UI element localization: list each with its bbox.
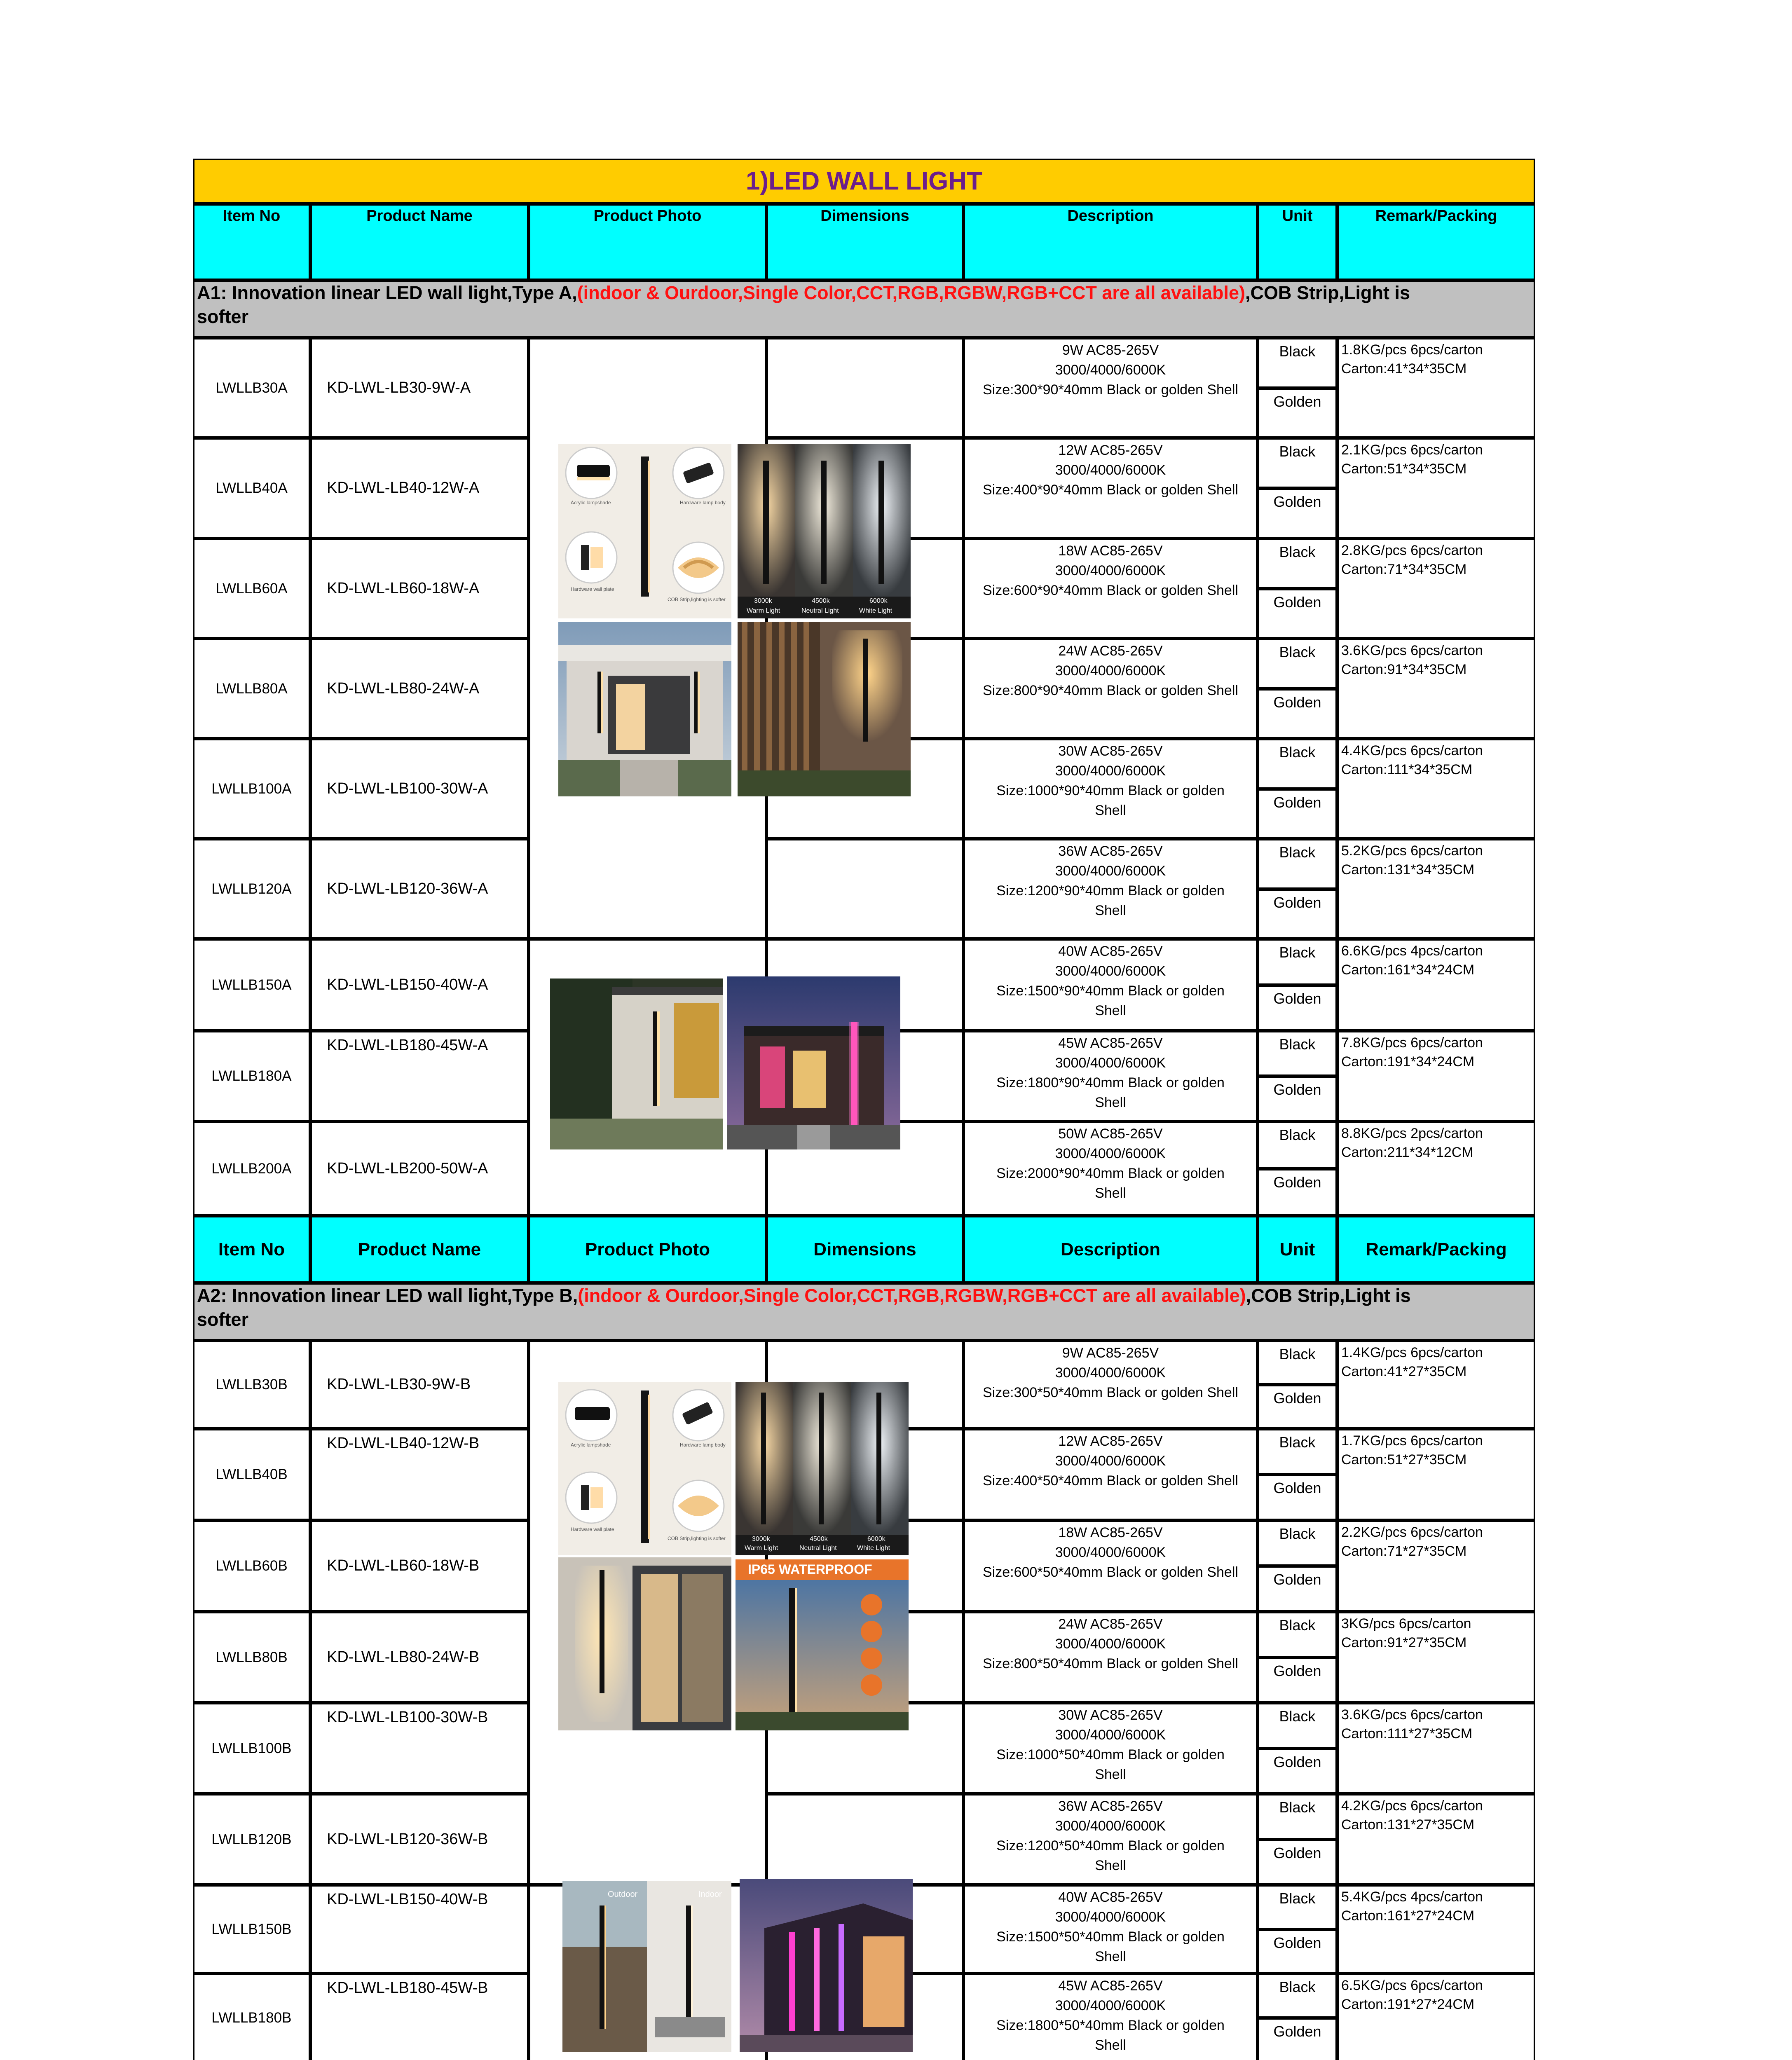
remark-line: 3.6KG/pcs 6pcs/carton	[1341, 643, 1483, 658]
remark-line: 7.8KG/pcs 6pcs/carton	[1341, 1035, 1483, 1051]
photo-b1-ip65-label: IP65 WATERPROOF	[748, 1562, 872, 1577]
remark-line: Carton:111*27*35CM	[1341, 1726, 1473, 1742]
unit-black: Black	[1279, 944, 1316, 961]
photo-a1-features-art	[558, 444, 731, 618]
description-line: 30W AC85-265V	[1058, 1707, 1163, 1723]
description-line: 9W AC85-265V	[1062, 342, 1159, 358]
description-line: 3000/4000/6000K	[1055, 1909, 1166, 1925]
remark-line: Carton:191*34*24CM	[1341, 1054, 1475, 1070]
remark	[1341, 440, 1483, 478]
unit-black: Black	[1279, 443, 1316, 460]
remark	[1341, 1887, 1483, 1925]
remark-line: 2.8KG/pcs 6pcs/carton	[1341, 543, 1483, 558]
remark-line: Carton:131*27*35CM	[1341, 1817, 1475, 1833]
description-line: 40W AC85-265V	[1058, 943, 1163, 959]
description	[963, 1343, 1258, 1402]
item-no: LWLLB80A	[216, 681, 288, 697]
remark	[1341, 841, 1483, 879]
description	[963, 1033, 1258, 1112]
photo-b2-indoor-label: Indoor	[698, 1890, 722, 1899]
photo-b1-k4500: 4500k	[810, 1536, 828, 1543]
description-line: Size:300*90*40mm Black or golden Shell	[983, 382, 1238, 398]
description	[963, 340, 1258, 400]
product-name: KD-LWL-LB60-18W-B	[327, 1557, 480, 1574]
photo-a1-k4500: 4500k	[812, 597, 830, 604]
unit-golden: Golden	[1273, 393, 1321, 410]
unit-golden: Golden	[1273, 694, 1321, 711]
description-line: 3000/4000/6000K	[1055, 362, 1166, 378]
description	[963, 1523, 1258, 1582]
description-line: 3000/4000/6000K	[1055, 1453, 1166, 1469]
remark-line: 3KG/pcs 6pcs/carton	[1341, 1616, 1471, 1632]
unit-black: Black	[1279, 1525, 1316, 1542]
description-line: 3000/4000/6000K	[1055, 963, 1166, 979]
description-line: 3000/4000/6000K	[1055, 563, 1166, 578]
product-name: KD-LWL-LB180-45W-A	[327, 1037, 488, 1054]
remark-line: 8.8KG/pcs 2pcs/carton	[1341, 1126, 1483, 1141]
description-line: Shell	[1095, 1858, 1126, 1873]
photo-b1-white: White Light	[857, 1545, 890, 1552]
photo-a1-label-hardware-plate: Hardware wall plate	[571, 586, 614, 592]
description-line: Size:300*50*40mm Black or golden Shell	[983, 1385, 1238, 1400]
photo-b1-label-hardware-body: Hardware lamp body	[680, 1442, 726, 1448]
unit-golden: Golden	[1273, 1081, 1321, 1098]
remark-line: Carton:191*27*24CM	[1341, 1997, 1475, 2012]
description-line: 3000/4000/6000K	[1055, 1365, 1166, 1381]
photo-a1-warm: Warm Light	[747, 607, 780, 614]
item-no: LWLLB150B	[211, 1921, 292, 1937]
photo-a1-house	[558, 622, 731, 796]
remark	[1341, 741, 1483, 779]
photo-a2-rgb-house	[727, 976, 900, 1149]
description-line: 9W AC85-265V	[1062, 1345, 1159, 1361]
header-product-name: Product Name	[366, 207, 473, 225]
item-no: LWLLB60B	[216, 1558, 288, 1574]
product-name: KD-LWL-LB100-30W-A	[327, 780, 488, 797]
product-name: KD-LWL-LB80-24W-B	[327, 1648, 480, 1666]
photo-b1-color-temps	[736, 1382, 909, 1555]
description	[963, 541, 1258, 600]
remark	[1341, 1523, 1483, 1561]
description	[963, 841, 1258, 920]
photo-b1-label-cob: COB Strip,lighting is softer	[668, 1536, 726, 1541]
remark-line: 1.7KG/pcs 6pcs/carton	[1341, 1433, 1483, 1449]
remark-line: 5.4KG/pcs 4pcs/carton	[1341, 1889, 1483, 1905]
photo-a1-features	[558, 444, 731, 618]
description-line: Size:1000*90*40mm Black or golden	[996, 783, 1225, 798]
remark	[1341, 941, 1483, 979]
unit-black: Black	[1279, 844, 1316, 861]
unit-black: Black	[1279, 744, 1316, 761]
description-line: 3000/4000/6000K	[1055, 863, 1166, 879]
photo-a1-house-art	[558, 622, 731, 796]
description-line: 24W AC85-265V	[1058, 643, 1163, 659]
section-a2-title	[197, 1284, 1411, 1308]
description-line: Shell	[1095, 1095, 1126, 1110]
unit-golden: Golden	[1273, 1934, 1321, 1951]
photo-a1-white: White Light	[859, 607, 892, 614]
unit-golden: Golden	[1273, 1390, 1321, 1407]
unit-black: Black	[1279, 1617, 1316, 1634]
description	[963, 1431, 1258, 1491]
item-no: LWLLB180B	[211, 2010, 292, 2026]
item-no: LWLLB80B	[216, 1649, 288, 1665]
product-name: KD-LWL-LB200-50W-A	[327, 1159, 488, 1177]
unit-golden: Golden	[1273, 794, 1321, 811]
remark-line: Carton:111*34*35CM	[1341, 762, 1473, 777]
header-dimensions: Dimensions	[820, 207, 909, 225]
photo-b1-features	[558, 1382, 731, 1555]
product-name: KD-LWL-LB100-30W-B	[327, 1709, 488, 1726]
unit-golden: Golden	[1273, 1845, 1321, 1861]
remark-line: 1.4KG/pcs 6pcs/carton	[1341, 1345, 1483, 1360]
unit-black: Black	[1279, 1799, 1316, 1816]
photo-b1-ip65-art	[736, 1559, 909, 1730]
item-no: LWLLB60A	[216, 581, 288, 597]
remark	[1341, 1343, 1483, 1381]
description-line: Shell	[1095, 803, 1126, 818]
description	[963, 1705, 1258, 1784]
remark-line: 4.4KG/pcs 6pcs/carton	[1341, 743, 1483, 758]
remark-line: Carton:91*34*35CM	[1341, 662, 1467, 677]
remark-line: 2.2KG/pcs 6pcs/carton	[1341, 1524, 1483, 1540]
remark	[1341, 1976, 1483, 2014]
product-name: KD-LWL-LB120-36W-A	[327, 880, 488, 897]
description-line: 3000/4000/6000K	[1055, 1998, 1166, 2013]
photo-b2-outdoor-label: Outdoor	[608, 1890, 638, 1899]
remark-line: Carton:131*34*35CM	[1341, 862, 1475, 878]
description	[963, 741, 1258, 820]
description-line: Size:1800*90*40mm Black or golden	[996, 1075, 1225, 1091]
description-line: Size:1000*50*40mm Black or golden	[996, 1747, 1225, 1763]
section-a1-availability: (indoor & Ourdoor,Single Color,CCT,RGB,RGBW,RGB+CCT are all available)	[577, 282, 1246, 303]
description	[963, 1124, 1258, 1203]
photo-a1-wood-facade-art	[738, 622, 911, 796]
description-line: 45W AC85-265V	[1058, 1035, 1163, 1051]
remark	[1341, 541, 1483, 579]
product-name: KD-LWL-LB180-45W-B	[327, 1979, 488, 1997]
unit-black: Black	[1279, 343, 1316, 360]
unit-golden: Golden	[1273, 1479, 1321, 1496]
header-dimensions: Dimensions	[813, 1239, 916, 1259]
photo-b1-ip65	[736, 1559, 909, 1730]
header-product-name: Product Name	[358, 1239, 481, 1259]
item-no: LWLLB150A	[211, 977, 292, 993]
photo-a1-wood-facade	[738, 622, 911, 796]
section-a2-suffix: ,COB Strip,Light is	[1246, 1285, 1411, 1306]
photo-a1-color-temps	[738, 444, 911, 618]
header-description: Description	[1060, 1239, 1161, 1259]
description-line: Size:400*50*40mm Black or golden Shell	[983, 1473, 1238, 1489]
product-name: KD-LWL-LB120-36W-B	[327, 1830, 488, 1848]
description-line: 18W AC85-265V	[1058, 543, 1163, 559]
header-remark: Remark/Packing	[1366, 1239, 1507, 1259]
section-a1-title-line2: softer	[197, 306, 249, 327]
description-line: 50W AC85-265V	[1058, 1126, 1163, 1142]
product-name: KD-LWL-LB30-9W-A	[327, 379, 471, 396]
unit-golden: Golden	[1273, 1662, 1321, 1679]
page-title: 1)LED WALL LIGHT	[745, 167, 983, 195]
description-line: 36W AC85-265V	[1058, 1798, 1163, 1814]
unit-black: Black	[1279, 543, 1316, 560]
description-line: 12W AC85-265V	[1058, 442, 1163, 458]
description-line: Size:800*90*40mm Black or golden Shell	[983, 683, 1238, 698]
description-line: 3000/4000/6000K	[1055, 1818, 1166, 1834]
header-item-no: Item No	[223, 207, 281, 225]
description-line: 3000/4000/6000K	[1055, 462, 1166, 478]
remark-line: Carton:91*27*35CM	[1341, 1635, 1467, 1650]
remark-line: 1.8KG/pcs 6pcs/carton	[1341, 342, 1483, 358]
remark-line: Carton:161*27*24CM	[1341, 1908, 1475, 1924]
product-name: KD-LWL-LB60-18W-A	[327, 579, 480, 597]
section-a2-prefix: A2: Innovation linear LED wall light,Type B,	[197, 1285, 578, 1306]
photo-b2-outdoor-indoor-art	[562, 1881, 731, 2052]
unit-golden: Golden	[1273, 493, 1321, 510]
photo-a2-outdoor-wall-art	[550, 978, 723, 1149]
unit-golden: Golden	[1273, 894, 1321, 911]
description-line: 18W AC85-265V	[1058, 1525, 1163, 1540]
description	[963, 1887, 1258, 1966]
photo-a1-label-hardware-body: Hardware lamp body	[680, 500, 726, 506]
photo-b2-outdoor-indoor	[562, 1881, 731, 2052]
description-line: Size:800*50*40mm Black or golden Shell	[983, 1656, 1238, 1671]
remark-line: 3.6KG/pcs 6pcs/carton	[1341, 1707, 1483, 1723]
photo-b1-window-wall	[558, 1557, 731, 1730]
product-name: KD-LWL-LB40-12W-A	[327, 479, 480, 496]
dimensions-cell	[766, 338, 963, 438]
remark-line: 4.2KG/pcs 6pcs/carton	[1341, 1798, 1483, 1814]
remark	[1341, 1614, 1471, 1652]
item-no: LWLLB120B	[211, 1831, 292, 1847]
unit-black: Black	[1279, 1978, 1316, 1995]
description-line: 3000/4000/6000K	[1055, 763, 1166, 779]
photo-b2-rgb-building	[740, 1879, 913, 2052]
description-line: Size:2000*90*40mm Black or golden	[996, 1166, 1225, 1181]
item-no: LWLLB100B	[211, 1740, 292, 1756]
description-line: Size:600*50*40mm Black or golden Shell	[983, 1564, 1238, 1580]
photo-b1-warm: Warm Light	[745, 1545, 778, 1552]
description-line: 3000/4000/6000K	[1055, 1545, 1166, 1560]
product-name: KD-LWL-LB30-9W-B	[327, 1376, 471, 1393]
photo-b2-rgb-building-art	[740, 1879, 913, 2052]
photo-a1-label-cob: COB Strip,lighting is softer	[668, 597, 726, 602]
description-line: 3000/4000/6000K	[1055, 663, 1166, 679]
description-line: 3000/4000/6000K	[1055, 1146, 1166, 1161]
remark-line: Carton:41*34*35CM	[1341, 361, 1467, 377]
photo-a1-label-acrylic: Acrylic lampshade	[571, 500, 611, 506]
description-line: Size:1200*50*40mm Black or golden	[996, 1838, 1225, 1854]
unit-golden: Golden	[1273, 990, 1321, 1007]
unit-black: Black	[1279, 1434, 1316, 1451]
description-line: Size:1500*50*40mm Black or golden	[996, 1929, 1225, 1945]
description-line: Shell	[1095, 903, 1126, 918]
description-line: 3000/4000/6000K	[1055, 1055, 1166, 1071]
description-line: 3000/4000/6000K	[1055, 1727, 1166, 1743]
header-product-photo: Product Photo	[585, 1239, 710, 1259]
item-no: LWLLB40B	[216, 1466, 288, 1482]
remark	[1341, 1033, 1483, 1071]
remark-line: Carton:211*34*12CM	[1341, 1145, 1473, 1160]
remark	[1341, 1124, 1483, 1162]
description-line: 45W AC85-265V	[1058, 1978, 1163, 1994]
item-no: LWLLB30A	[216, 380, 288, 396]
description-line: Size:1200*90*40mm Black or golden	[996, 883, 1225, 899]
photo-a1-neutral: Neutral Light	[801, 607, 839, 614]
section-a1-suffix: ,COB Strip,Light is	[1245, 282, 1410, 303]
remark	[1341, 340, 1483, 378]
photo-b1-label-acrylic: Acrylic lampshade	[571, 1442, 611, 1448]
description-line: 12W AC85-265V	[1058, 1433, 1163, 1449]
description-line: 30W AC85-265V	[1058, 743, 1163, 759]
remark-line: 5.2KG/pcs 6pcs/carton	[1341, 843, 1483, 859]
unit-black: Black	[1279, 1890, 1316, 1907]
header-description: Description	[1067, 207, 1154, 225]
description	[963, 1796, 1258, 1875]
remark-line: Carton:71*34*35CM	[1341, 562, 1467, 577]
description-line: 24W AC85-265V	[1058, 1616, 1163, 1632]
photo-b1-neutral: Neutral Light	[799, 1545, 837, 1552]
unit-black: Black	[1279, 1036, 1316, 1053]
description-line: Size:1500*90*40mm Black or golden	[996, 983, 1225, 999]
photo-b1-window-wall-art	[558, 1557, 731, 1730]
description-line: 36W AC85-265V	[1058, 843, 1163, 859]
unit-golden: Golden	[1273, 594, 1321, 611]
section-a1-title	[197, 281, 1410, 305]
remark-line: Carton:71*27*35CM	[1341, 1543, 1467, 1559]
unit-black: Black	[1279, 1346, 1316, 1362]
description-line: Shell	[1095, 1185, 1126, 1201]
photo-b1-color-temps-art	[736, 1382, 909, 1555]
unit-black: Black	[1279, 1126, 1316, 1143]
photo-a1-color-temps-art	[738, 444, 911, 618]
remark-line: 6.6KG/pcs 4pcs/carton	[1341, 943, 1483, 959]
description-line: Shell	[1095, 2037, 1126, 2053]
unit-black: Black	[1279, 1708, 1316, 1725]
remark-line: Carton:41*27*35CM	[1341, 1364, 1467, 1379]
remark-line: Carton:51*27*35CM	[1341, 1452, 1467, 1468]
description-line: Shell	[1095, 1767, 1126, 1782]
section-a2-availability: (indoor & Ourdoor,Single Color,CCT,RGB,RGBW,RGB+CCT are all available)	[578, 1285, 1246, 1306]
section-a2-title-line2: softer	[197, 1309, 249, 1330]
photo-a2-outdoor-wall	[550, 978, 723, 1149]
header-unit: Unit	[1282, 207, 1313, 225]
header-item-no: Item No	[218, 1239, 285, 1259]
product-name: KD-LWL-LB150-40W-B	[327, 1891, 488, 1908]
remark	[1341, 641, 1483, 679]
photo-a2-rgb-house-art	[727, 976, 900, 1149]
header-product-photo: Product Photo	[593, 207, 702, 225]
remark	[1341, 1796, 1483, 1834]
unit-golden: Golden	[1273, 1174, 1321, 1191]
dimensions-cell	[766, 1794, 963, 1885]
dimensions-cell	[766, 839, 963, 939]
description-line: Size:600*90*40mm Black or golden Shell	[983, 583, 1238, 598]
item-no: LWLLB40A	[216, 480, 288, 496]
item-no: LWLLB180A	[211, 1068, 292, 1084]
item-no: LWLLB100A	[211, 781, 292, 797]
description	[963, 1614, 1258, 1674]
description	[963, 641, 1258, 700]
photo-b1-k6000: 6000k	[867, 1536, 885, 1543]
photo-b1-label-hardware-plate: Hardware wall plate	[571, 1526, 614, 1532]
description	[963, 941, 1258, 1021]
description-line: 3000/4000/6000K	[1055, 1636, 1166, 1652]
unit-golden: Golden	[1273, 1753, 1321, 1770]
description-line: Size:400*90*40mm Black or golden Shell	[983, 482, 1238, 498]
description-line: Shell	[1095, 1949, 1126, 1964]
description-line: Size:1800*50*40mm Black or golden	[996, 2018, 1225, 2033]
remark-line: 2.1KG/pcs 6pcs/carton	[1341, 442, 1483, 458]
description	[963, 440, 1258, 500]
photo-a1-k3000: 3000k	[754, 597, 772, 604]
product-name: KD-LWL-LB150-40W-A	[327, 976, 488, 993]
remark-line: Carton:51*34*35CM	[1341, 461, 1467, 477]
unit-golden: Golden	[1273, 2023, 1321, 2040]
remark-line: Carton:161*34*24CM	[1341, 962, 1475, 978]
product-name: KD-LWL-LB40-12W-B	[327, 1435, 480, 1452]
remark	[1341, 1705, 1483, 1743]
description-line: 40W AC85-265V	[1058, 1889, 1163, 1905]
item-no: LWLLB30B	[216, 1376, 288, 1393]
unit-black: Black	[1279, 644, 1316, 660]
unit-golden: Golden	[1273, 1571, 1321, 1588]
description	[963, 1976, 1258, 2055]
section-a1-prefix: A1: Innovation linear LED wall light,Type A,	[197, 282, 577, 303]
remark-line: 6.5KG/pcs 6pcs/carton	[1341, 1978, 1483, 1993]
header-unit: Unit	[1279, 1239, 1315, 1259]
item-no: LWLLB200A	[211, 1161, 292, 1177]
header-remark: Remark/Packing	[1375, 207, 1497, 225]
photo-a1-k6000: 6000k	[869, 597, 888, 604]
description-line: Shell	[1095, 1003, 1126, 1018]
photo-b1-k3000: 3000k	[752, 1536, 770, 1543]
item-no: LWLLB120A	[211, 881, 292, 897]
product-name: KD-LWL-LB80-24W-A	[327, 679, 480, 697]
remark	[1341, 1431, 1483, 1469]
